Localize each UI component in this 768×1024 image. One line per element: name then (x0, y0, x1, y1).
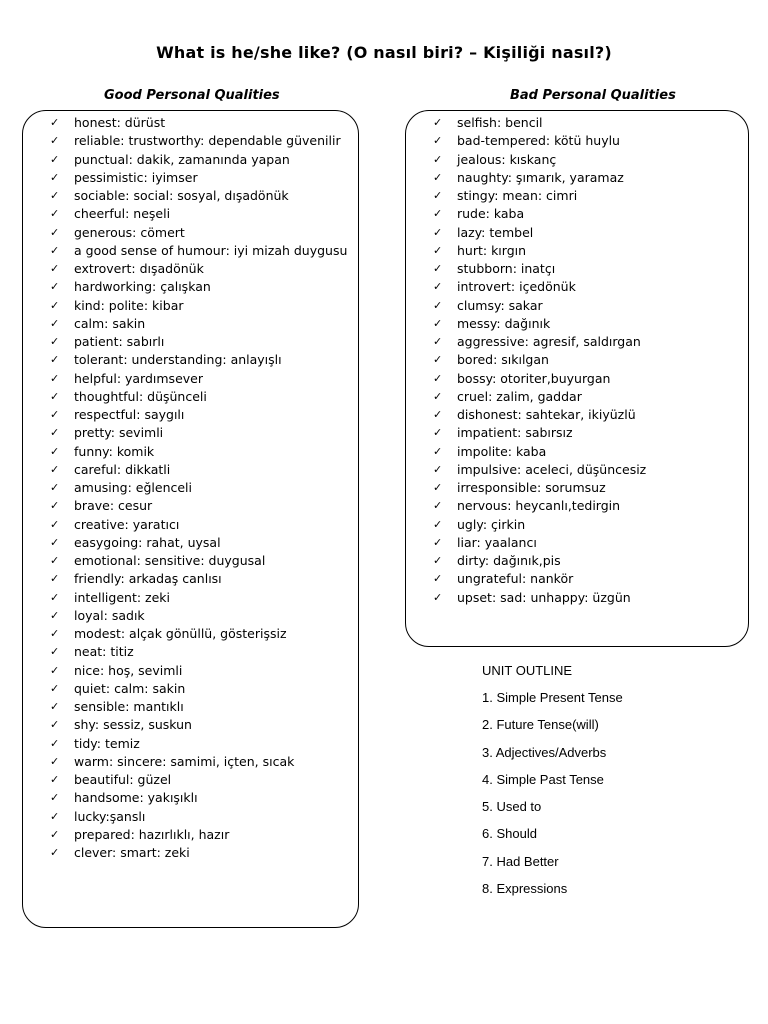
bad-quality-item (433, 169, 646, 187)
bad-quality-item (433, 534, 646, 552)
bad-quality-item (433, 114, 646, 132)
quality-text: funny: komik (74, 443, 155, 459)
bad-quality-item (433, 333, 646, 351)
bad-quality-item (433, 351, 646, 369)
quality-text: clever: smart: zeki (74, 845, 190, 860)
good-quality-item (50, 808, 347, 826)
bad-quality-item (433, 388, 646, 406)
quality-text: tidy: temiz (74, 735, 140, 751)
quality-text: stingy: mean: cimri (457, 188, 578, 203)
good-quality-item (50, 205, 347, 223)
checkmark-icon: ✓ (433, 481, 443, 494)
quality-text: sociable: social: sosyal, dışadönük (74, 188, 289, 203)
quality-text: lazy: tembel (457, 224, 534, 240)
quality-text: helpful: yardımsever (74, 370, 203, 386)
quality-text: creative: yaratıcı (74, 516, 180, 532)
bad-quality-item (433, 479, 646, 497)
good-quality-item (50, 516, 347, 534)
good-quality-item (50, 333, 347, 351)
outline-item: 3. Adjectives/Adverbs (482, 744, 607, 760)
checkmark-icon: ✓ (50, 408, 60, 421)
checkmark-icon: ✓ (433, 262, 443, 275)
quality-text: messy: dağınık (457, 315, 551, 331)
bad-quality-item (433, 461, 646, 479)
good-quality-item (50, 424, 347, 442)
checkmark-icon: ✓ (50, 681, 60, 695)
quality-text: modest: alçak gönüllü, gösterişsiz (74, 626, 287, 641)
quality-text: quiet: calm: sakin (74, 680, 186, 696)
outline-item: 6. Should (482, 826, 537, 842)
bad-quality-item (433, 443, 646, 461)
checkmark-icon: ✓ (50, 627, 60, 640)
unit-outline-title: UNIT OUTLINE (482, 663, 573, 678)
quality-text: pessimistic: iyimser (74, 169, 198, 185)
quality-text: easygoing: rahat, uysal (74, 534, 221, 550)
quality-text: shy: sessiz, suskun (74, 717, 192, 733)
checkmark-icon: ✓ (433, 389, 443, 403)
checkmark-icon: ✓ (433, 225, 443, 239)
quality-text: bad-tempered: kötü huylu (457, 133, 620, 149)
checkmark-icon: ✓ (50, 718, 60, 732)
bad-qualities-list (433, 114, 646, 607)
quality-text: a good sense of humour: iyi mizah duygusu (74, 242, 348, 258)
quality-text: bossy: otoriter,buyurgan (457, 370, 611, 386)
good-quality-item (50, 151, 347, 169)
quality-text: jealous: kıskanç (457, 151, 557, 167)
checkmark-icon: ✓ (50, 134, 60, 148)
quality-text: respectful: saygılı (74, 407, 185, 422)
checkmark-icon: ✓ (50, 225, 60, 239)
checkmark-icon: ✓ (433, 535, 443, 549)
outline-item: 1. Simple Present Tense (482, 690, 623, 705)
checkmark-icon: ✓ (433, 353, 443, 367)
checkmark-icon: ✓ (50, 827, 60, 841)
checkmark-icon: ✓ (50, 243, 60, 257)
bad-quality-item (433, 242, 646, 260)
good-quality-item (50, 461, 347, 479)
good-quality-item (50, 132, 347, 150)
checkmark-icon: ✓ (50, 389, 60, 403)
quality-text: aggressive: agresif, saldırgan (457, 334, 641, 349)
quality-text: dishonest: sahtekar, ikiyüzlü (457, 407, 636, 422)
quality-text: nervous: heycanlı,tedirgin (457, 498, 621, 514)
checkmark-icon: ✓ (50, 316, 60, 330)
quality-text: cheerful: neşeli (74, 206, 171, 222)
good-quality-item (50, 625, 347, 643)
quality-text: neat: titiz (74, 644, 134, 660)
checkmark-icon: ✓ (50, 590, 60, 604)
quality-text: naughty: şımarık, yaramaz (457, 169, 624, 185)
quality-text: amusing: eğlenceli (74, 480, 193, 495)
checkmark-icon: ✓ (50, 535, 60, 549)
outline-item: 7. Had Better (482, 853, 559, 869)
good-quality-item (50, 698, 347, 716)
quality-text: nice: hoş, sevimli (74, 662, 183, 678)
good-quality-item (50, 643, 347, 661)
checkmark-icon: ✓ (50, 152, 60, 166)
good-quality-item (50, 607, 347, 625)
good-quality-item (50, 187, 347, 205)
checkmark-icon: ✓ (50, 116, 60, 129)
quality-text: friendly: arkadaş canlısı (74, 571, 222, 587)
bad-quality-item (433, 424, 646, 442)
bad-quality-item (433, 370, 646, 388)
good-quality-item (50, 169, 347, 187)
checkmark-icon: ✓ (433, 335, 443, 348)
checkmark-icon: ✓ (433, 316, 443, 330)
checkmark-icon: ✓ (433, 499, 443, 513)
checkmark-icon: ✓ (50, 262, 60, 275)
quality-text: liar: yaalancı (457, 534, 537, 550)
checkmark-icon: ✓ (50, 444, 60, 458)
checkmark-icon: ✓ (433, 207, 443, 221)
quality-text: generous: cömert (74, 224, 185, 240)
checkmark-icon: ✓ (433, 408, 443, 421)
good-qualities-heading: Good Personal Qualities (104, 88, 280, 103)
checkmark-icon: ✓ (50, 663, 60, 677)
quality-text: warm: sincere: samimi, içten, sıcak (74, 753, 295, 769)
good-quality-item (50, 278, 347, 296)
quality-text: dirty: dağınık,pis (457, 553, 561, 568)
checkmark-icon: ✓ (50, 371, 60, 385)
checkmark-icon: ✓ (433, 280, 443, 294)
checkmark-icon: ✓ (433, 298, 443, 312)
checkmark-icon: ✓ (433, 572, 443, 586)
good-quality-item (50, 789, 347, 807)
quality-text: prepared: hazırlıklı, hazır (74, 826, 230, 842)
good-quality-item (50, 680, 347, 698)
quality-text: punctual: dakik, zamanında yapan (74, 151, 290, 167)
quality-text: emotional: sensitive: duygusal (74, 553, 266, 568)
quality-text: loyal: sadık (74, 607, 145, 623)
quality-text: thoughtful: düşünceli (74, 388, 207, 404)
checkmark-icon: ✓ (433, 134, 443, 148)
good-quality-item (50, 844, 347, 862)
checkmark-icon: ✓ (433, 170, 443, 184)
checkmark-icon: ✓ (433, 517, 443, 531)
checkmark-icon: ✓ (50, 645, 60, 659)
quality-text: honest: dürüst (74, 115, 166, 130)
quality-text: hardworking: çalışkan (74, 279, 211, 295)
good-quality-item (50, 479, 347, 497)
bad-quality-item (433, 589, 646, 607)
quality-text: upset: sad: unhappy: üzgün (457, 589, 631, 605)
good-quality-item (50, 388, 347, 406)
checkmark-icon: ✓ (50, 426, 60, 440)
good-qualities-list (50, 114, 347, 862)
quality-text: pretty: sevimli (74, 425, 164, 441)
good-quality-item (50, 224, 347, 242)
quality-text: kind: polite: kibar (74, 297, 184, 313)
checkmark-icon: ✓ (50, 809, 60, 823)
quality-text: beautiful: güzel (74, 772, 172, 787)
quality-text: impulsive: aceleci, düşüncesiz (457, 461, 647, 477)
checkmark-icon: ✓ (433, 243, 443, 257)
good-quality-item (50, 753, 347, 771)
quality-text: calm: sakin (74, 315, 146, 331)
quality-text: brave: cesur (74, 498, 153, 514)
checkmark-icon: ✓ (50, 700, 60, 713)
bad-quality-item (433, 406, 646, 424)
quality-text: sensible: mantıklı (74, 699, 184, 714)
bad-quality-item (433, 224, 646, 242)
checkmark-icon: ✓ (50, 353, 60, 367)
quality-text: impolite: kaba (457, 443, 547, 459)
checkmark-icon: ✓ (433, 444, 443, 458)
quality-text: hurt: kırgın (457, 242, 527, 258)
page-title: What is he/she like? (O nasıl biri? – Kişiliği nasıl?) (156, 43, 612, 62)
quality-text: irresponsible: sorumsuz (457, 480, 606, 495)
quality-text: rude: kaba (457, 206, 525, 222)
checkmark-icon: ✓ (433, 189, 443, 202)
good-quality-item (50, 497, 347, 515)
checkmark-icon: ✓ (50, 754, 60, 768)
good-quality-item (50, 315, 347, 333)
bad-quality-item (433, 516, 646, 534)
quality-text: careful: dikkatli (74, 461, 171, 477)
bad-quality-item (433, 151, 646, 169)
bad-quality-item (433, 205, 646, 223)
good-quality-item (50, 114, 347, 132)
quality-text: ungrateful: nankör (457, 571, 574, 587)
checkmark-icon: ✓ (50, 207, 60, 221)
good-quality-item (50, 735, 347, 753)
quality-text: introvert: içedönük (457, 279, 576, 295)
good-quality-item (50, 589, 347, 607)
good-quality-item (50, 370, 347, 388)
quality-text: lucky:şanslı (74, 808, 146, 824)
quality-text: impatient: sabırsız (457, 425, 573, 441)
checkmark-icon: ✓ (50, 335, 60, 348)
checkmark-icon: ✓ (433, 371, 443, 385)
good-quality-item (50, 552, 347, 570)
quality-text: clumsy: sakar (457, 297, 543, 313)
checkmark-icon: ✓ (433, 590, 443, 604)
good-quality-item (50, 297, 347, 315)
checkmark-icon: ✓ (50, 791, 60, 805)
quality-text: stubborn: inatçı (457, 261, 556, 276)
checkmark-icon: ✓ (50, 189, 60, 202)
checkmark-icon: ✓ (433, 426, 443, 440)
checkmark-icon: ✓ (433, 116, 443, 129)
good-quality-item (50, 570, 347, 588)
checkmark-icon: ✓ (50, 298, 60, 312)
quality-text: bored: sıkılgan (457, 352, 549, 368)
outline-item: 4. Simple Past Tense (482, 771, 604, 787)
good-quality-item (50, 826, 347, 844)
good-quality-item (50, 716, 347, 734)
bad-quality-item (433, 570, 646, 588)
bad-qualities-heading: Bad Personal Qualities (510, 88, 676, 103)
good-quality-item (50, 662, 347, 680)
checkmark-icon: ✓ (50, 170, 60, 184)
quality-text: intelligent: zeki (74, 589, 171, 605)
bad-quality-item (433, 552, 646, 570)
checkmark-icon: ✓ (50, 517, 60, 531)
outline-item: 5. Used to (482, 799, 542, 815)
good-quality-item (50, 260, 347, 278)
checkmark-icon: ✓ (50, 462, 60, 476)
checkmark-icon: ✓ (50, 280, 60, 294)
quality-text: cruel: zalim, gaddar (457, 388, 582, 404)
checkmark-icon: ✓ (433, 554, 443, 567)
checkmark-icon: ✓ (50, 481, 60, 494)
checkmark-icon: ✓ (50, 554, 60, 567)
good-quality-item (50, 534, 347, 552)
unit-outline (482, 660, 623, 905)
checkmark-icon: ✓ (50, 773, 60, 786)
checkmark-icon: ✓ (50, 499, 60, 513)
quality-text: selfish: bencil (457, 115, 543, 130)
bad-quality-item (433, 187, 646, 205)
outline-item: 8. Expressions (482, 881, 568, 897)
bad-quality-item (433, 315, 646, 333)
bad-quality-item (433, 497, 646, 515)
checkmark-icon: ✓ (433, 462, 443, 476)
quality-text: ugly: çirkin (457, 516, 526, 532)
good-quality-item (50, 443, 347, 461)
checkmark-icon: ✓ (50, 736, 60, 750)
quality-text: patient: sabırlı (74, 334, 165, 349)
quality-text: extrovert: dışadönük (74, 261, 204, 276)
good-quality-item (50, 771, 347, 789)
checkmark-icon: ✓ (50, 572, 60, 586)
good-quality-item (50, 242, 347, 260)
good-quality-item (50, 351, 347, 369)
outline-item: 2. Future Tense(will) (482, 717, 599, 733)
bad-quality-item (433, 297, 646, 315)
unit-outline-list (482, 687, 623, 905)
good-quality-item (50, 406, 347, 424)
bad-quality-item (433, 278, 646, 296)
checkmark-icon: ✓ (433, 152, 443, 166)
quality-text: handsome: yakışıklı (74, 790, 198, 806)
checkmark-icon: ✓ (50, 608, 60, 622)
bad-quality-item (433, 260, 646, 278)
quality-text: tolerant: understanding: anlayışlı (74, 352, 282, 368)
bad-quality-item (433, 132, 646, 150)
quality-text: reliable: trustworthy: dependable güvenilir (74, 133, 341, 149)
checkmark-icon: ✓ (50, 846, 60, 859)
